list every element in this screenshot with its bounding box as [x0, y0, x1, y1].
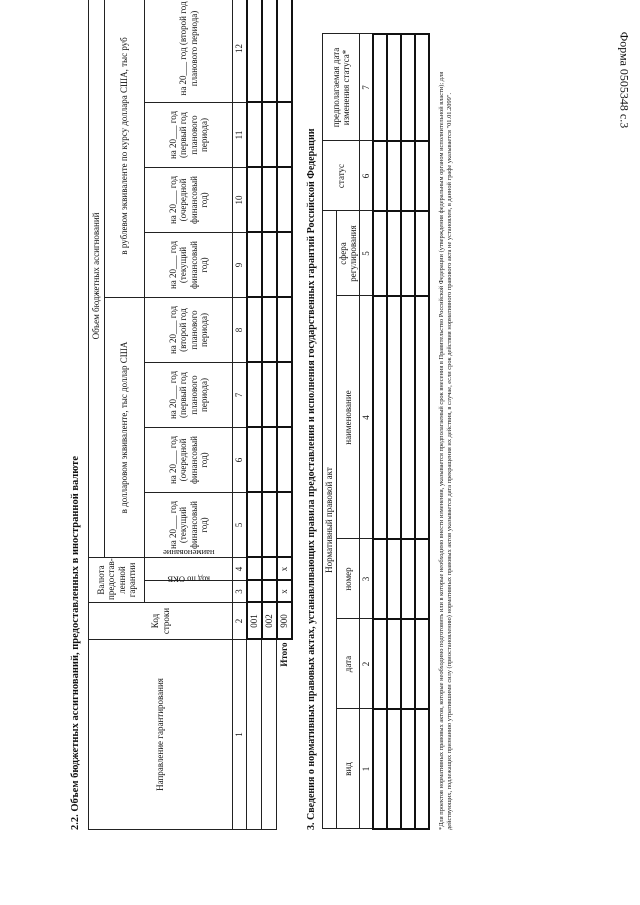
table-row: 001 [247, 0, 262, 830]
regulatory-acts-table [322, 33, 430, 830]
regulation-sphere-header: сфера регулирования [337, 211, 360, 296]
table-row: 002 [262, 0, 277, 830]
code-header: Код строки [89, 603, 233, 640]
footnote: *Для проектов нормативных правовых актов, которые необходимо подготовить или в которые необходимо внести изменения, указывается предполагаемый срок внесения в Правительство Российской Федерации (утверждения федеральным органом исполнительной власти); для действующих, подлежащих признанию утратившими силу (приостановлению) нормативных правовых актов указывается дата прекращения их действия, в случае, если срок действия нормативного правового акта не установлен, в данной графе указывается "01.01.2099". [438, 71, 454, 830]
okv-code-header: код по ОКВ [145, 581, 233, 603]
volume-header: Объем бюджетных ассигнований [89, 0, 105, 557]
total-row: Итого 900 x x [277, 0, 292, 830]
total-label: Итого [279, 642, 290, 667]
section-3-title: 3. Сведения о нормативных правовых актах, устанавливающих правила предоставления и исполнения государственных гарантий Российской Федерации [306, 128, 317, 830]
act-date-header: дата [337, 619, 360, 709]
usd-first-plan-year: на 20___ год (первый год планового периода) [145, 362, 233, 427]
expected-date-header: предполагаемая дата изменения статуса* [323, 34, 360, 141]
rub-current-year: на 20___ год (текущий финансовый год) [145, 232, 233, 297]
form-page-label: Форма 0505348 с.3 [617, 31, 632, 129]
rub-equivalent-header: в рублевом эквиваленте по курсу доллара США, тыс руб [105, 0, 145, 297]
regulatory-act-header: Нормативный правовой акт [323, 211, 337, 829]
currency-header: Валюта предостав-ленной гарантии [89, 557, 145, 602]
direction-header: Направление гарантирования [89, 640, 233, 830]
table-row [415, 34, 429, 829]
act-type-header: вид [337, 709, 360, 829]
column-numbers-row: 1 2 3 4 5 6 7 [360, 34, 374, 829]
table-row [401, 34, 415, 829]
table-row [387, 34, 401, 829]
usd-next-year: на 20___ год (очередной финансовый год) [145, 427, 233, 492]
table-row [373, 34, 387, 829]
foreign-currency-allocations-table [88, 0, 293, 830]
rub-first-plan-year: на 20___ год (первый год планового периода) [145, 102, 233, 167]
act-number-header: номер [337, 539, 360, 619]
column-numbers-row: 1 2 3 4 5 6 7 8 9 10 11 12 [233, 0, 247, 830]
status-header: статус [323, 141, 360, 211]
usd-current-year: на 20___ год (текущий финансовый год) [145, 492, 233, 557]
rub-second-plan-year: на 20___ год (второй год планового периода) [145, 0, 233, 102]
rub-next-year: на 20___ год (очередной финансовый год) [145, 167, 233, 232]
usd-equivalent-header: в долларовом эквиваленте, тыс доллар США [105, 297, 145, 557]
section-2-2-title: 2.2. Объем бюджетных ассигнований, предоставленных в иностранной валюте [70, 456, 81, 830]
act-title-header: наименование [337, 296, 360, 539]
usd-second-plan-year: на 20___ год (второй год планового периода) [145, 297, 233, 362]
currency-name-header: наименование [145, 557, 233, 580]
